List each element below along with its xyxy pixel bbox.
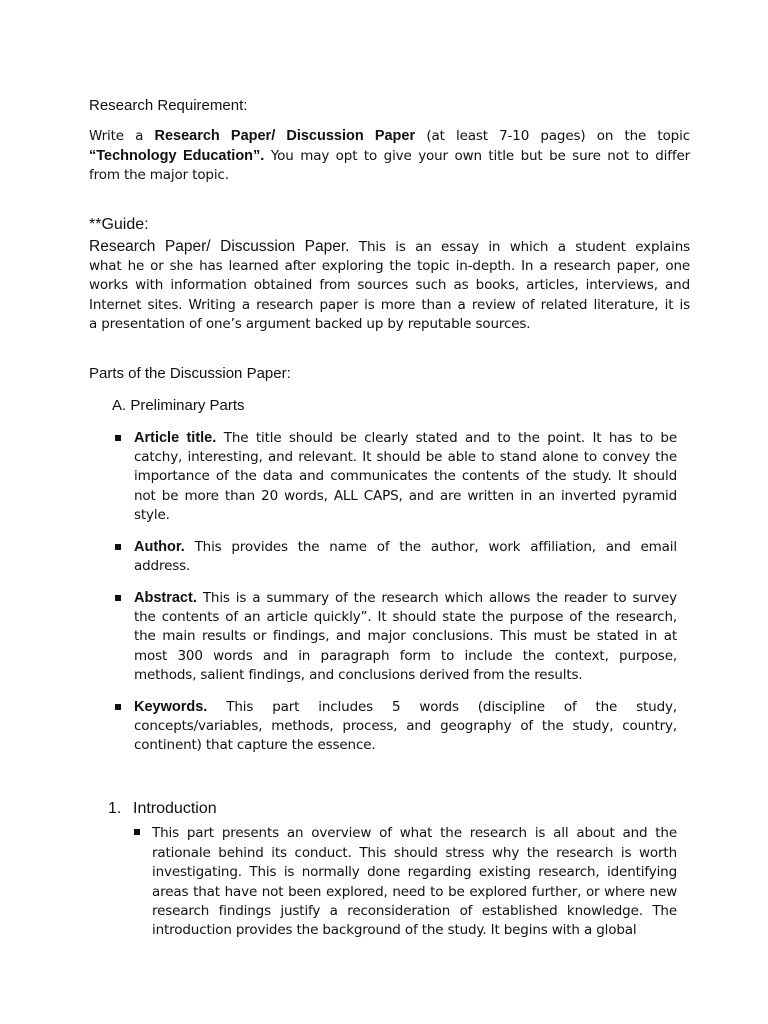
requirement-paper-type: Research Paper/ Discussion Paper [154, 128, 416, 144]
abstract-line-1 [134, 589, 677, 609]
keywords-line-3: continent) that capture the essence. [134, 737, 376, 753]
guide-term: Research Paper/ Discussion Paper. [89, 238, 350, 255]
requirement-line-3: from the major topic. [89, 167, 229, 183]
abstract-line-3: the main results or findings, and major conclusions. This must be stated in at [134, 628, 677, 644]
bullet-icon [115, 435, 121, 441]
article-title-line-5: style. [134, 507, 170, 523]
author-line-2: address. [134, 558, 191, 574]
introduction-line-2: rationale behind its conduct. This should stress why the research is worth [152, 845, 677, 861]
article-title-line-4: not be more than 20 words, ALL CAPS, and are written in an inverted pyramid [134, 488, 677, 504]
author-line-1 [134, 538, 677, 558]
guide-line-4: Internet sites. Writing a research paper is more than a review of related literature, it is [89, 297, 690, 313]
keywords-line-2: concepts/variables, methods, process, and geography of the study, country, [134, 718, 677, 734]
guide-line-1-rest: This is an essay in which a student explains [349, 239, 690, 255]
keywords-term: Keywords. [134, 699, 208, 715]
author-term: Author. [134, 539, 185, 555]
author-first-rest: This provides the name of the author, work affiliation, and email [184, 539, 677, 555]
keywords-first-rest: This part includes 5 words (discipline of the study, [207, 699, 677, 715]
bullet-icon [115, 595, 121, 601]
introduction-heading: Introduction [133, 800, 217, 817]
article-title-term: Article title. [134, 430, 217, 446]
introduction-line-3: investigating. This is normally done regarding existing research, identifying [152, 864, 677, 880]
guide-heading: **Guide: [89, 216, 149, 233]
introduction-line-6: introduction provides the background of the study. It begins with a global [152, 922, 637, 938]
bullet-icon [115, 704, 121, 710]
article-title-first-rest: The title should be clearly stated and to the point. It has to be [216, 430, 678, 446]
keywords-line-1 [134, 698, 677, 718]
guide-line-2: what he or she has learned after exploring the topic in-depth. In a research paper, one [89, 258, 690, 274]
guide-line-5: a presentation of one’s argument backed up by reputable sources. [89, 316, 531, 332]
abstract-term: Abstract. [134, 590, 197, 606]
requirement-line-1 [89, 127, 690, 147]
requirement-line-2 [89, 147, 690, 167]
introduction-line-5: research findings justify a reconsideration of established knowledge. The [152, 903, 677, 919]
article-title-line-1 [134, 429, 677, 449]
abstract-line-2: the contents of an article quickly”. It should state the purpose of the research, [134, 609, 677, 625]
guide-line-1 [89, 237, 690, 258]
requirement-line-1-post: (at least 7-10 pages) on the topic [415, 128, 690, 144]
introduction-number: 1. [108, 800, 122, 817]
abstract-line-4: most 300 words and in paragraph form to include the context, purpose, [134, 648, 677, 664]
introduction-line-4: areas that have not been explored, need to be explored further, or where new [152, 884, 677, 900]
abstract-line-5: methods, salient findings, and conclusions derived from the results. [134, 667, 583, 683]
guide-line-3: works with information obtained from sources such as books, articles, interviews, and [89, 277, 690, 293]
parts-heading: Parts of the Discussion Paper: [89, 365, 291, 382]
requirement-topic: “Technology Education”. [89, 148, 265, 164]
requirement-line-1-pre: Write a [89, 128, 155, 144]
abstract-first-rest: This is a summary of the research which allows the reader to survey [196, 590, 677, 606]
article-title-line-2: catchy, interesting, and relevant. It should be able to stand alone to convey the [134, 449, 677, 465]
introduction-line-1: This part presents an overview of what the research is all about and the [152, 825, 677, 841]
research-requirement-heading: Research Requirement: [89, 97, 248, 114]
bullet-icon [115, 544, 121, 550]
preliminary-parts-heading: A. Preliminary Parts [112, 397, 245, 414]
requirement-line-2-post: You may opt to give your own title but be sure not to differ [264, 148, 691, 164]
article-title-line-3: importance of the data and communicates the contents of the study. It should [134, 468, 677, 484]
bullet-icon [134, 829, 140, 835]
